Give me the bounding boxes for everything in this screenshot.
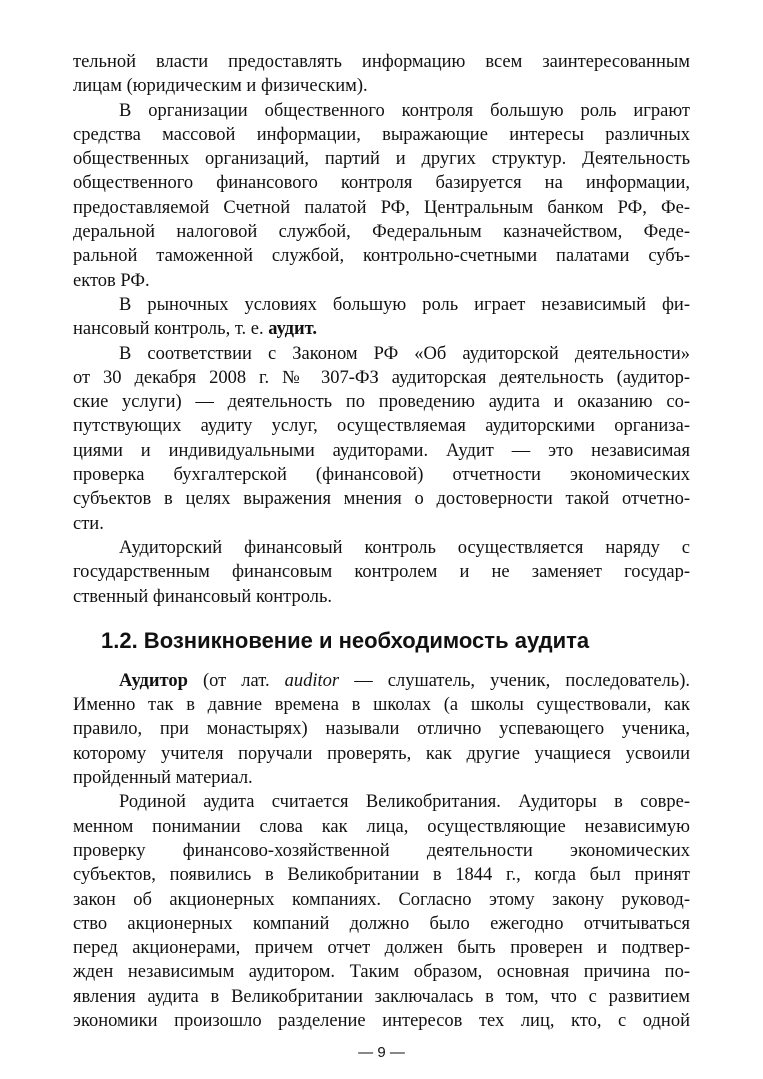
text-line: циями и индивидуальными аудиторами. Аудит — это независимая	[73, 440, 690, 461]
text-line: закон об акционерных компаниях. Согласно этому закону руковод-	[73, 889, 690, 910]
text-line: деральной налоговой службой, Федеральным казначейством, Феде-	[73, 222, 690, 243]
text-line: жден независимым аудитором. Таким образом, основная причина по-	[73, 962, 690, 983]
text-line: сти.	[73, 513, 104, 534]
text-line: лицам (юридическим и физическим).	[73, 76, 368, 97]
text-line: ральной таможенной службой, контрольно-счетными палатами субъ-	[73, 246, 690, 267]
term-audit: аудит.	[268, 319, 317, 340]
term-auditor: Аудитор	[119, 670, 188, 691]
text-run: нансовый контроль, т. е.	[73, 319, 269, 340]
text-line: Родиной аудита считается Великобритания. Аудиторы в совре-	[119, 792, 690, 813]
text-line: пройденный материал.	[73, 768, 253, 789]
text-line: средства массовой информации, выражающие интересы различных	[73, 124, 690, 145]
text-line: Аудиторский финансовый контроль осуществляется наряду с	[119, 537, 690, 558]
text-line: ектов РФ.	[73, 270, 150, 291]
text-line: которому учителя поручали проверять, как другие учащиеся усвоили	[73, 743, 690, 764]
paragraph-continuation	[73, 50, 690, 99]
text-line: предоставляемой Счетной палатой РФ, Центральным банком РФ, Фе-	[73, 197, 690, 218]
text-run: (от лат.	[187, 670, 285, 691]
section-heading: 1.2. Возникновение и необходимость аудита	[101, 627, 590, 653]
paragraph-law	[73, 342, 690, 536]
paragraph-market	[73, 293, 690, 342]
text-line	[73, 317, 690, 341]
text-line: общественных организаций, партий и других структур. Деятельность	[73, 149, 690, 170]
text-line: от 30 декабря 2008 г. № 307-ФЗ аудиторская деятельность (аудитор-	[73, 367, 690, 388]
text-line: ские услуги) — деятельность по проведению аудита и оказанию со-	[73, 392, 690, 413]
text-line: государственным финансовым контролем и не заменяет государ-	[73, 562, 690, 583]
paragraph-audit-control	[73, 536, 690, 609]
text-line: В рыночных условиях большую роль играет независимый фи-	[119, 294, 690, 315]
text-line: тельной власти предоставлять информацию всем заинтересованным	[73, 52, 690, 72]
text-line: перед акционерами, причем отчет должен быть проверен и подтвер-	[73, 938, 690, 959]
text-line: ство акционерных компаний должно было ежегодно отчитываться	[73, 913, 690, 934]
text-line: Именно так в давние времена в школах (а школы существовали, как	[73, 695, 690, 716]
text-line: проверка бухгалтерской (финансовой) отчетности экономических	[73, 465, 690, 486]
text-line: субъектов в целях выражения мнения о достоверности такой отчетно-	[73, 489, 690, 510]
paragraph-auditor	[73, 669, 690, 790]
text-run: — слушатель, ученик, последователь).	[339, 670, 690, 691]
paragraph-britain	[73, 790, 690, 1033]
text-line: путствующих аудиту услуг, осуществляемая аудиторскими организа-	[73, 416, 690, 437]
text-line: В соответствии с Законом РФ «Об аудиторской деятельности»	[119, 343, 690, 364]
text-line: субъектов, появились в Великобритании в 1844 г., когда был принят	[73, 865, 690, 886]
text-line: проверку финансово-хозяйственной деятельности экономических	[73, 840, 690, 861]
text-line: В организации общественного контроля большую роль играют	[119, 100, 690, 121]
text-line: экономики произошло разделение интересов тех лиц, кто, с одной	[73, 1010, 690, 1031]
latin-term: auditor	[284, 670, 340, 691]
page-body	[73, 50, 690, 1033]
text-line: менном понимании слова как лица, осуществляющие независимую	[73, 816, 690, 837]
text-line: ственный финансовый контроль.	[73, 586, 332, 607]
text-line: явления аудита в Великобритании заключалась в том, что с развитием	[73, 986, 690, 1007]
text-line: общественного финансового контроля базируется на информации,	[73, 173, 690, 194]
page-number: — 9 —	[358, 1044, 405, 1061]
paragraph-public-control	[73, 99, 690, 293]
text-line	[73, 669, 690, 693]
text-line: правило, при монастырях) называли отлично успевающего ученика,	[73, 719, 690, 740]
